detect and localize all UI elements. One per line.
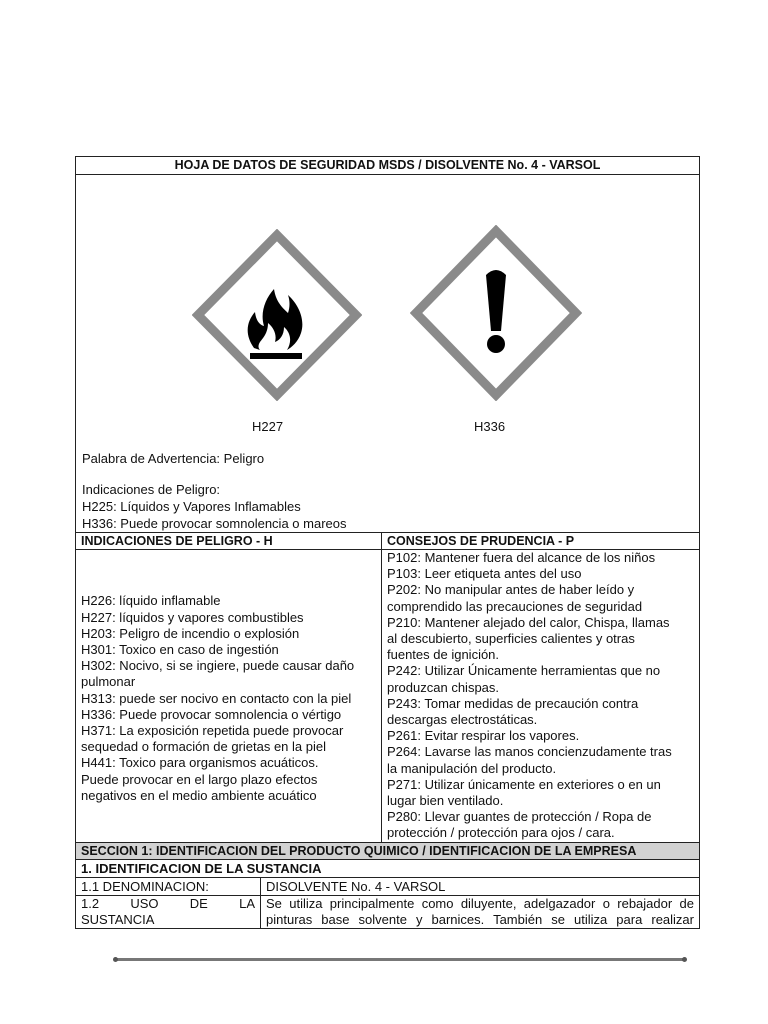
precaution-line: produzcan chispas.	[387, 679, 500, 695]
hazard-column-heading: INDICACIONES DE PELIGRO - H	[76, 533, 381, 550]
precaution-line: P280: Llevar guantes de protección / Ropa de	[387, 809, 652, 825]
precaution-line: lugar bien ventilado.	[387, 793, 504, 809]
precaution-line: P242: Utilizar Únicamente herramientas que no	[387, 663, 661, 679]
hazard-line: H302: Nocivo, si se ingiere, puede causar daño	[81, 658, 355, 674]
hazard-line: pulmonar	[81, 674, 136, 690]
hazard-line: Puede provocar en el largo plazo efectos	[81, 771, 318, 787]
precaution-line: P264: Lavarse las manos concienzudamente tras	[387, 744, 672, 760]
flame-icon	[192, 229, 362, 401]
hazard-statement: H336: Puede provocar somnolencia o mareos	[82, 516, 347, 531]
signal-word: Palabra de Advertencia: Peligro	[82, 451, 265, 466]
hazard-line: H301: Toxico en caso de ingestión	[81, 641, 279, 657]
hazard-line: sequedad o formación de grietas en la piel	[81, 739, 326, 755]
pictogram-code-flammable: H227	[252, 419, 284, 434]
precaution-line: P261: Evitar respirar los vapores.	[387, 728, 580, 744]
hazard-line: H336: Puede provocar somnolencia o vértigo	[81, 706, 342, 722]
precaution-line: P202: No manipular antes de haber leído y	[387, 582, 635, 598]
footer-divider	[115, 958, 685, 961]
precaution-column	[382, 533, 699, 842]
precaution-line: la manipulación del producto.	[387, 760, 557, 776]
precaution-line: P271: Utilizar únicamente en exteriores o en un	[387, 776, 661, 792]
hazard-line: H371: La exposición repetida puede provocar	[81, 722, 344, 738]
document-title: HOJA DE DATOS DE SEGURIDAD MSDS / DISOLVENTE No. 4 - VARSOL	[76, 157, 699, 175]
row-key-line: 1.2 USO DE LA	[81, 895, 255, 911]
hazard-statement: H225: Líquidos y Vapores Inflamables	[82, 499, 301, 514]
hazard-line: negativos en el medio ambiente acuático	[81, 787, 317, 803]
precaution-line: al descubierto, superficies calientes y otras	[387, 631, 635, 647]
precaution-line: fuentes de ignición.	[387, 647, 500, 663]
precaution-line: descargas electrostáticas.	[387, 712, 538, 728]
precaution-line: comprendido las precauciones de seguridad	[387, 598, 643, 614]
pictogram-section	[76, 175, 699, 533]
precaution-column-body	[382, 550, 699, 842]
row-value-line: pinturas base solvente y barnices. También se utiliza para realizar	[266, 911, 694, 927]
precaution-line: P102: Mantener fuera del alcance de los niños	[387, 550, 656, 565]
row-value: DISOLVENTE No. 4 - VARSOL	[266, 878, 446, 894]
row-value-line: Se utiliza principalmente como diluyente, adelgazador o rebajador de	[266, 895, 694, 911]
hazard-line: H441: Toxico para organismos acuáticos.	[81, 755, 319, 771]
hazard-line: H203: Peligro de incendio o explosión	[81, 625, 300, 641]
hazard-precaution-table	[76, 533, 699, 843]
msds-sheet	[75, 156, 700, 929]
row-key	[76, 896, 261, 928]
precaution-line: protección / protección para ojos / cara.	[387, 825, 615, 841]
table-row	[76, 896, 699, 928]
exclamation-icon	[410, 225, 582, 401]
hazard-line: H313: puede ser nocivo en contacto con la piel	[81, 690, 352, 706]
hazard-line: H227: líquidos y vapores combustibles	[81, 609, 304, 625]
precaution-line: P210: Mantener alejado del calor, Chispa, llamas	[387, 614, 670, 630]
hazard-line: H226: líquido inflamable	[81, 593, 221, 609]
precaution-line: P243: Tomar medidas de precaución contra	[387, 695, 639, 711]
precaution-line: P103: Leer etiqueta antes del uso	[387, 566, 582, 582]
section1-heading: SECCION 1: IDENTIFICACION DEL PRODUCTO QUIMICO / IDENTIFICACION DE LA EMPRESA	[76, 843, 699, 860]
table-row	[76, 878, 699, 896]
hazard-column	[76, 533, 382, 842]
row-key: 1.1 DENOMINACION:	[76, 878, 261, 895]
hazard-column-body	[76, 550, 381, 830]
row-key-line: SUSTANCIA	[81, 911, 155, 927]
pictogram-code-exclamation: H336	[474, 419, 506, 434]
section1-subheading: 1. IDENTIFICACION DE LA SUSTANCIA	[76, 860, 699, 878]
row-value	[261, 896, 699, 928]
hazard-statements-heading: Indicaciones de Peligro:	[82, 482, 221, 497]
precaution-column-heading: CONSEJOS DE PRUDENCIA - P	[382, 533, 699, 550]
